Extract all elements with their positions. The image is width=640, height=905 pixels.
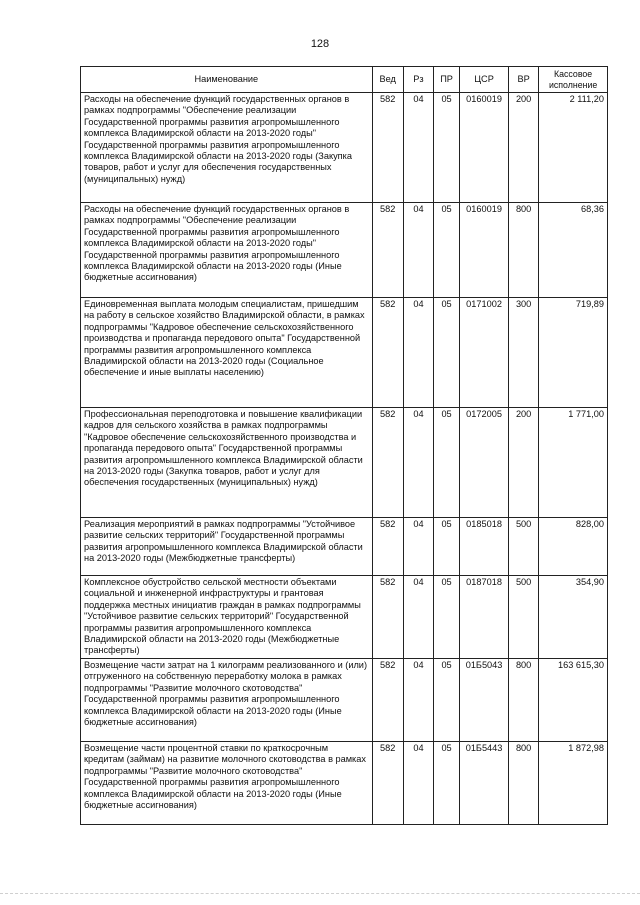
cell-ved: 582 bbox=[372, 742, 403, 825]
cell-rz: 04 bbox=[403, 298, 433, 408]
cell-rz: 04 bbox=[403, 576, 433, 659]
cell-name: Комплексное обустройство сельской местности объектами социальной и инженерной инфраструктуры и грантовая поддержка местных инициатив граждан в рамках подпрограммы "Устойчивое развитие сельских территорий" Государственной программы развития агропромышленного комплекса Владимирской области на 2013-2020 годы (Межбюджетные трансферты) bbox=[81, 576, 373, 659]
cell-sum: 354,90 bbox=[539, 576, 608, 659]
cell-ved: 582 bbox=[372, 576, 403, 659]
cell-pr: 05 bbox=[434, 93, 460, 203]
cell-sum: 1 771,00 bbox=[539, 408, 608, 518]
table-header-row bbox=[81, 67, 608, 93]
cell-csr: 0187018 bbox=[460, 576, 509, 659]
cell-vr: 800 bbox=[509, 203, 539, 298]
header-pr: ПР bbox=[434, 67, 460, 93]
cell-sum: 2 111,20 bbox=[539, 93, 608, 203]
cell-rz: 04 bbox=[403, 93, 433, 203]
cell-csr: 0160019 bbox=[460, 203, 509, 298]
table-row bbox=[81, 408, 608, 518]
header-name: Наименование bbox=[81, 67, 373, 93]
cell-rz: 04 bbox=[403, 408, 433, 518]
cell-vr: 800 bbox=[509, 659, 539, 742]
cell-ved: 582 bbox=[372, 93, 403, 203]
cell-pr: 05 bbox=[434, 298, 460, 408]
table-row bbox=[81, 298, 608, 408]
table-row bbox=[81, 742, 608, 825]
cell-csr: 0172005 bbox=[460, 408, 509, 518]
header-ved: Вед bbox=[372, 67, 403, 93]
cell-csr: 0185018 bbox=[460, 518, 509, 576]
cell-csr: 0171002 bbox=[460, 298, 509, 408]
cell-sum: 68,36 bbox=[539, 203, 608, 298]
cell-name: Профессиональная переподготовка и повышение квалификации кадров для сельского хозяйства в рамках подпрограммы "Кадровое обеспечение сельскохозяйственного производства и пропаганда передового опыта" Государственной программы развития агропромышленного комплекса Владимирской области на 2013-2020 годы (Закупка товаров, работ и услуг для обеспечения государственных (муниципальных) нужд) bbox=[81, 408, 373, 518]
header-rz: Рз bbox=[403, 67, 433, 93]
cell-sum: 1 872,98 bbox=[539, 742, 608, 825]
cell-ved: 582 bbox=[372, 659, 403, 742]
cell-pr: 05 bbox=[434, 659, 460, 742]
cell-csr: 0160019 bbox=[460, 93, 509, 203]
header-csr: ЦСР bbox=[460, 67, 509, 93]
cell-name: Единовременная выплата молодым специалистам, пришедшим на работу в сельское хозяйство Владимирской области, в рамках подпрограммы "Кадровое обеспечение сельскохозяйственного производства и пропаганда передового опыта" Государственной программы развития агропромышленного комплекса Владимирской области на 2013-2020 годы (Социальное обеспечение и иные выплаты населению) bbox=[81, 298, 373, 408]
cell-pr: 05 bbox=[434, 576, 460, 659]
page-edge-divider bbox=[0, 893, 640, 894]
table-row bbox=[81, 659, 608, 742]
cell-vr: 300 bbox=[509, 298, 539, 408]
cell-sum: 163 615,30 bbox=[539, 659, 608, 742]
table-row bbox=[81, 203, 608, 298]
cell-pr: 05 bbox=[434, 518, 460, 576]
cell-ved: 582 bbox=[372, 518, 403, 576]
cell-sum: 719,89 bbox=[539, 298, 608, 408]
cell-rz: 04 bbox=[403, 659, 433, 742]
header-vr: ВР bbox=[509, 67, 539, 93]
table-row bbox=[81, 576, 608, 659]
cell-name: Реализация мероприятий в рамках подпрограммы "Устойчивое развитие сельских территорий" Государственной программы развития агропромышленного комплекса Владимирской области на 2013-2020 годы (Межбюджетные трансферты) bbox=[81, 518, 373, 576]
cell-name: Возмещение части процентной ставки по краткосрочным кредитам (займам) на развитие молочного скотоводства в рамках подпрограммы "Развитие молочного скотоводства" Государственной программы развития агропромышленного комплекса Владимирской области на 2013-2020 годы (Иные бюджетные ассигнования) bbox=[81, 742, 373, 825]
cell-ved: 582 bbox=[372, 203, 403, 298]
cell-vr: 500 bbox=[509, 576, 539, 659]
cell-name: Расходы на обеспечение функций государственных органов в рамках подпрограммы "Обеспечение реализации Государственной программы развития агропромышленного комплекса Владимирской области на 2013-2020 годы" Государственной программы развития агропромышленного комплекса Владимирской области на 2013-2020 годы (Закупка товаров, работ и услуг для обеспечения государственных (муниципальных) нужд) bbox=[81, 93, 373, 203]
cell-pr: 05 bbox=[434, 742, 460, 825]
cell-rz: 04 bbox=[403, 518, 433, 576]
cell-vr: 500 bbox=[509, 518, 539, 576]
cell-vr: 200 bbox=[509, 93, 539, 203]
cell-pr: 05 bbox=[434, 408, 460, 518]
cell-pr: 05 bbox=[434, 203, 460, 298]
budget-execution-table bbox=[80, 66, 608, 825]
cell-csr: 01Б5043 bbox=[460, 659, 509, 742]
cell-sum: 828,00 bbox=[539, 518, 608, 576]
cell-vr: 800 bbox=[509, 742, 539, 825]
page-number: 128 bbox=[310, 38, 330, 50]
cell-rz: 04 bbox=[403, 203, 433, 298]
table-row bbox=[81, 518, 608, 576]
cell-name: Расходы на обеспечение функций государственных органов в рамках подпрограммы "Обеспечение реализации Государственной программы развития агропромышленного комплекса Владимирской области на 2013-2020 годы" Государственной программы развития агропромышленного комплекса Владимирской области на 2013-2020 годы (Иные бюджетные ассигнования) bbox=[81, 203, 373, 298]
cell-rz: 04 bbox=[403, 742, 433, 825]
cell-ved: 582 bbox=[372, 298, 403, 408]
cell-vr: 200 bbox=[509, 408, 539, 518]
table-row bbox=[81, 93, 608, 203]
cell-name: Возмещение части затрат на 1 килограмм реализованного и (или) отгруженного на собственную переработку молока в рамках подпрограммы "Развитие молочного скотоводства" Государственной программы развития агропромышленного комплекса Владимирской области на 2013-2020 годы (Иные бюджетные ассигнования) bbox=[81, 659, 373, 742]
header-sum: Кассовое исполнение bbox=[539, 67, 608, 93]
cell-ved: 582 bbox=[372, 408, 403, 518]
cell-csr: 01Б5443 bbox=[460, 742, 509, 825]
